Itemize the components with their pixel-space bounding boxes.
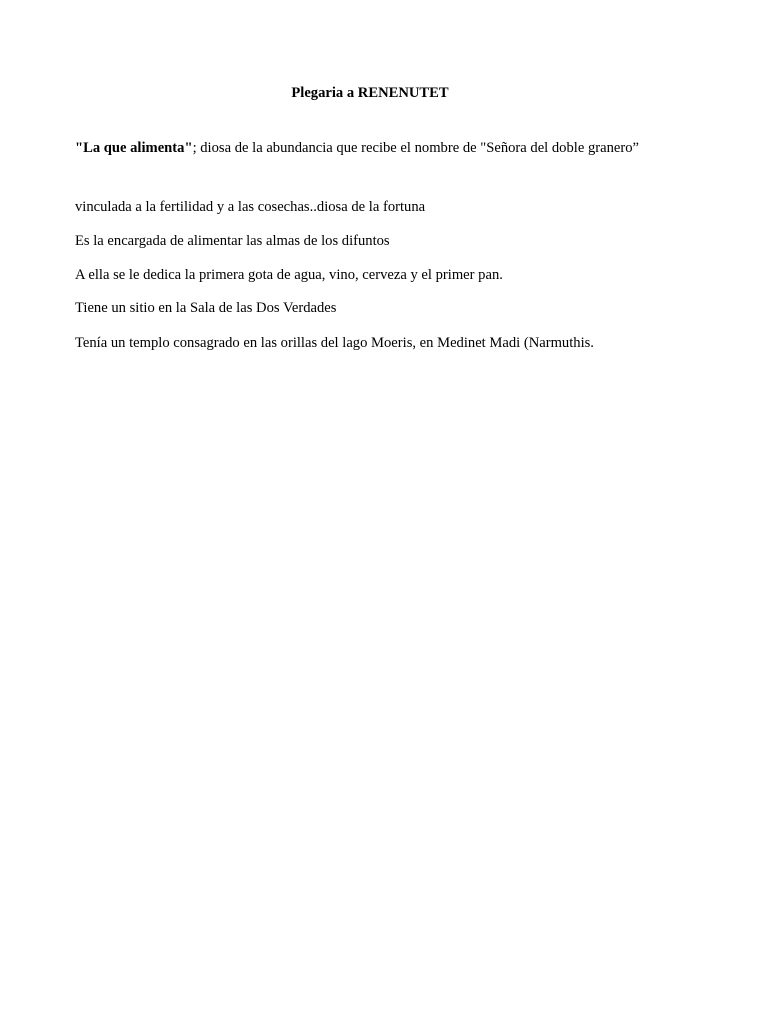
paragraph-offerings: A ella se le dedica la primera gota de agua, vino, cerveza y el primer pan. bbox=[75, 267, 503, 283]
document-title: Plegaria a RENENUTET bbox=[291, 85, 449, 101]
paragraph-temple: Tenía un templo consagrado en las orillas del lago Moeris, en Medinet Madi (Narmuthis. bbox=[75, 335, 594, 351]
paragraph-hall: Tiene un sitio en la Sala de las Dos Verdades bbox=[75, 300, 337, 316]
intro-paragraph bbox=[75, 140, 639, 157]
paragraph-fertility: vinculada a la fertilidad y a las cosechas..diosa de la fortuna bbox=[75, 199, 426, 215]
intro-bold-phrase: "La que alimenta" bbox=[75, 140, 193, 156]
intro-text: ; diosa de la abundancia que recibe el nombre de "Señora del doble granero” bbox=[192, 140, 639, 156]
paragraph-souls: Es la encargada de alimentar las almas de los difuntos bbox=[75, 233, 390, 249]
